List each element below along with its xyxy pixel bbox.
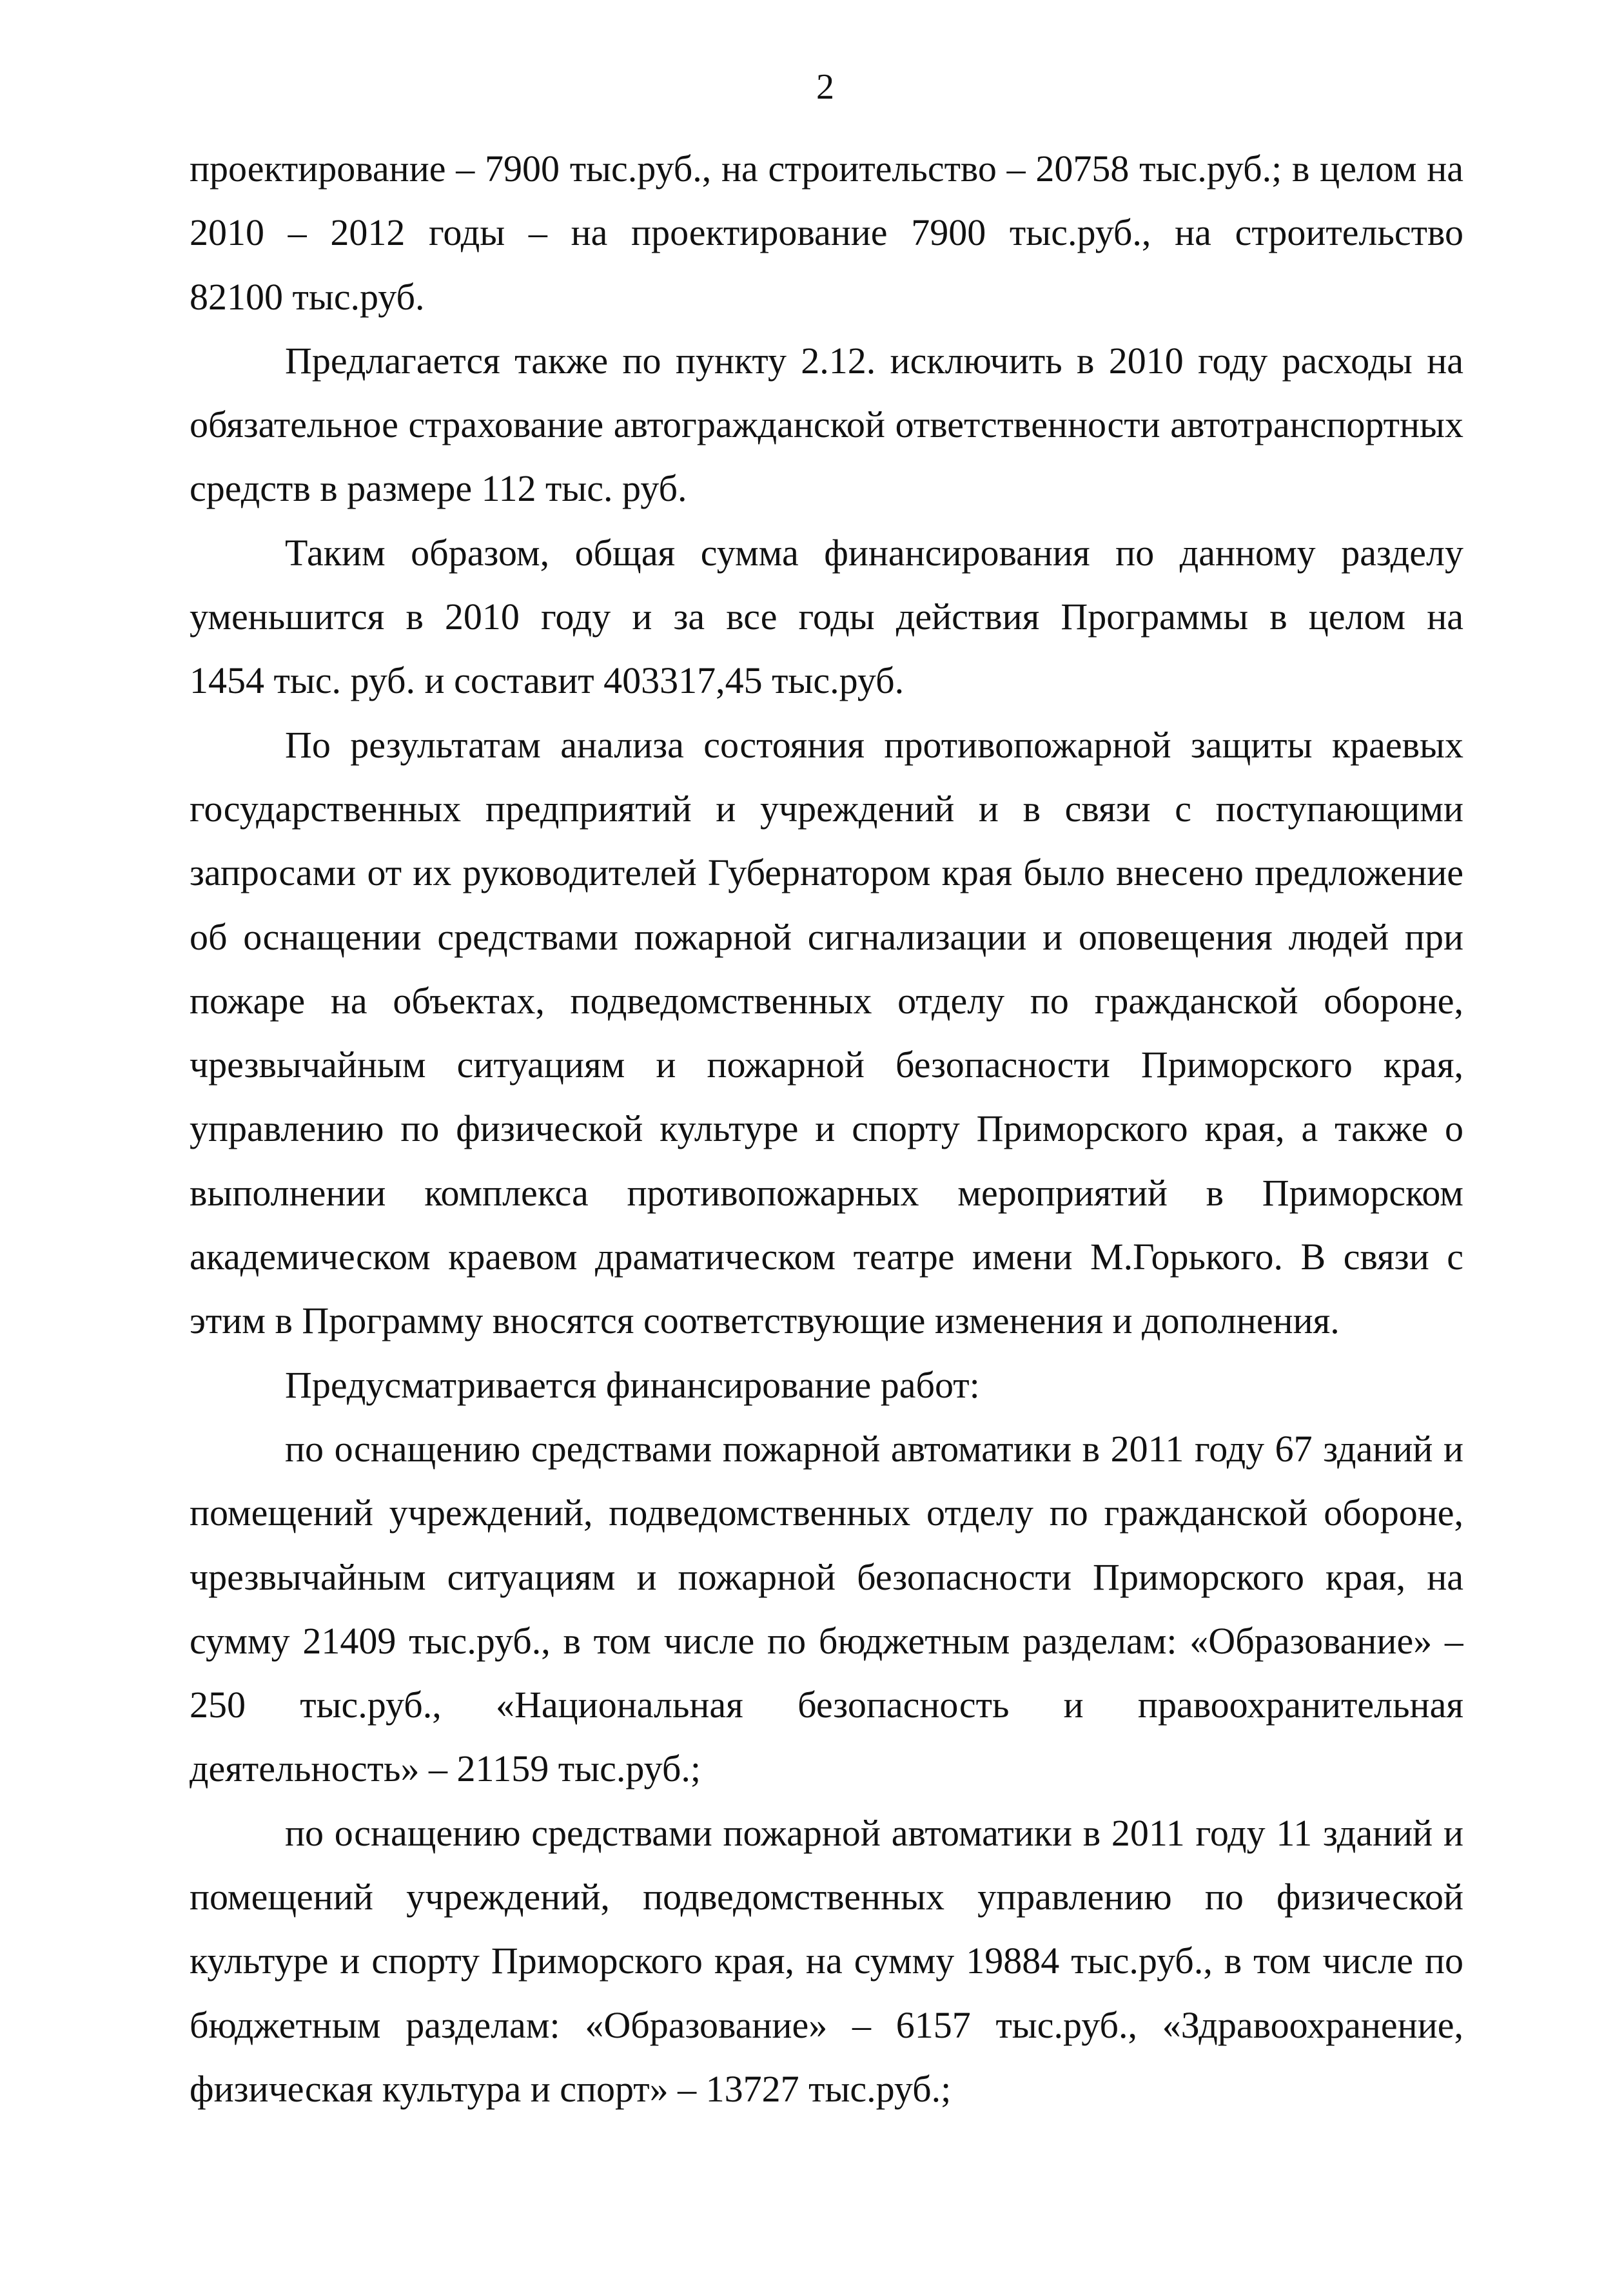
text-line: 82100 тыс.руб. [190, 275, 425, 318]
text-line: помещений учреждений, подведомственных отделу по гражданской обороне, [190, 1492, 1463, 1534]
text-line: средств в размере 112 тыс. руб. [190, 467, 687, 510]
text-line: чрезвычайным ситуациям и пожарной безопасности Приморского края, [190, 1044, 1463, 1086]
text-line: помещений учреждений, подведомственных управлению по физической [190, 1876, 1463, 1918]
text-line: уменьшится в 2010 году и за все годы действия Программы в целом на [190, 596, 1463, 638]
text-line: Предлагается также по пункту 2.12. исключить в 2010 году расходы на [285, 339, 1463, 382]
text-line: по оснащению средствами пожарной автоматики в 2011 году 67 зданий и [285, 1427, 1463, 1470]
text-line: физическая культура и спорт» – 13727 тыс.руб.; [190, 2067, 952, 2110]
text-line: академическом краевом драматическом театре имени М.Горького. В связи с [190, 1236, 1463, 1278]
text-line: сумму 21409 тыс.руб., в том числе по бюджетным разделам: «Образование» – [190, 1619, 1463, 1662]
text-line: запросами от их руководителей Губернатором края было внесено предложение [190, 852, 1463, 894]
text-line: управлению по физической культуре и спорту Приморского края, а также о [190, 1107, 1463, 1150]
text-line: пожаре на объектах, подведомственных отделу по гражданской обороне, [190, 979, 1463, 1022]
text-line: обязательное страхование автогражданской ответственности автотранспортных [190, 404, 1463, 446]
text-line: государственных предприятий и учреждений и в связи с поступающими [190, 787, 1463, 830]
text-line: проектирование – 7900 тыс.руб., на строительство – 20758 тыс.руб.; в целом на [190, 148, 1463, 190]
text-line: бюджетным разделам: «Образование» – 6157 тыс.руб., «Здравоохранение, [190, 2003, 1463, 2046]
text-line: об оснащении средствами пожарной сигнализации и оповещения людей при [190, 915, 1463, 958]
text-line: 250 тыс.руб., «Национальная безопасность и правоохранительная [190, 1684, 1463, 1726]
text-line: 1454 тыс. руб. и составит 403317,45 тыс.руб. [190, 659, 905, 702]
text-line: 2010 – 2012 годы – на проектирование 7900 тыс.руб., на строительство [190, 211, 1463, 254]
text-line: Предусматривается финансирование работ: [285, 1363, 980, 1406]
text-line: По результатам анализа состояния противопожарной защиты краевых [285, 723, 1463, 766]
text-line: культуре и спорту Приморского края, на сумму 19884 тыс.руб., в том числе по [190, 1940, 1463, 1982]
text-line: этим в Программу вносятся соответствующие изменения и дополнения. [190, 1300, 1340, 1342]
page-number: 2 [816, 67, 834, 107]
text-line: чрезвычайным ситуациям и пожарной безопасности Приморского края, на [190, 1555, 1463, 1598]
text-line: деятельность» – 21159 тыс.руб.; [190, 1748, 701, 1790]
text-line: Таким образом, общая сумма финансирования по данному разделу [285, 531, 1463, 574]
text-line: выполнении комплекса противопожарных мероприятий в Приморском [190, 1171, 1463, 1214]
text-line: по оснащению средствами пожарной автоматики в 2011 году 11 зданий и [285, 1811, 1463, 1854]
document-body [190, 137, 1463, 2121]
